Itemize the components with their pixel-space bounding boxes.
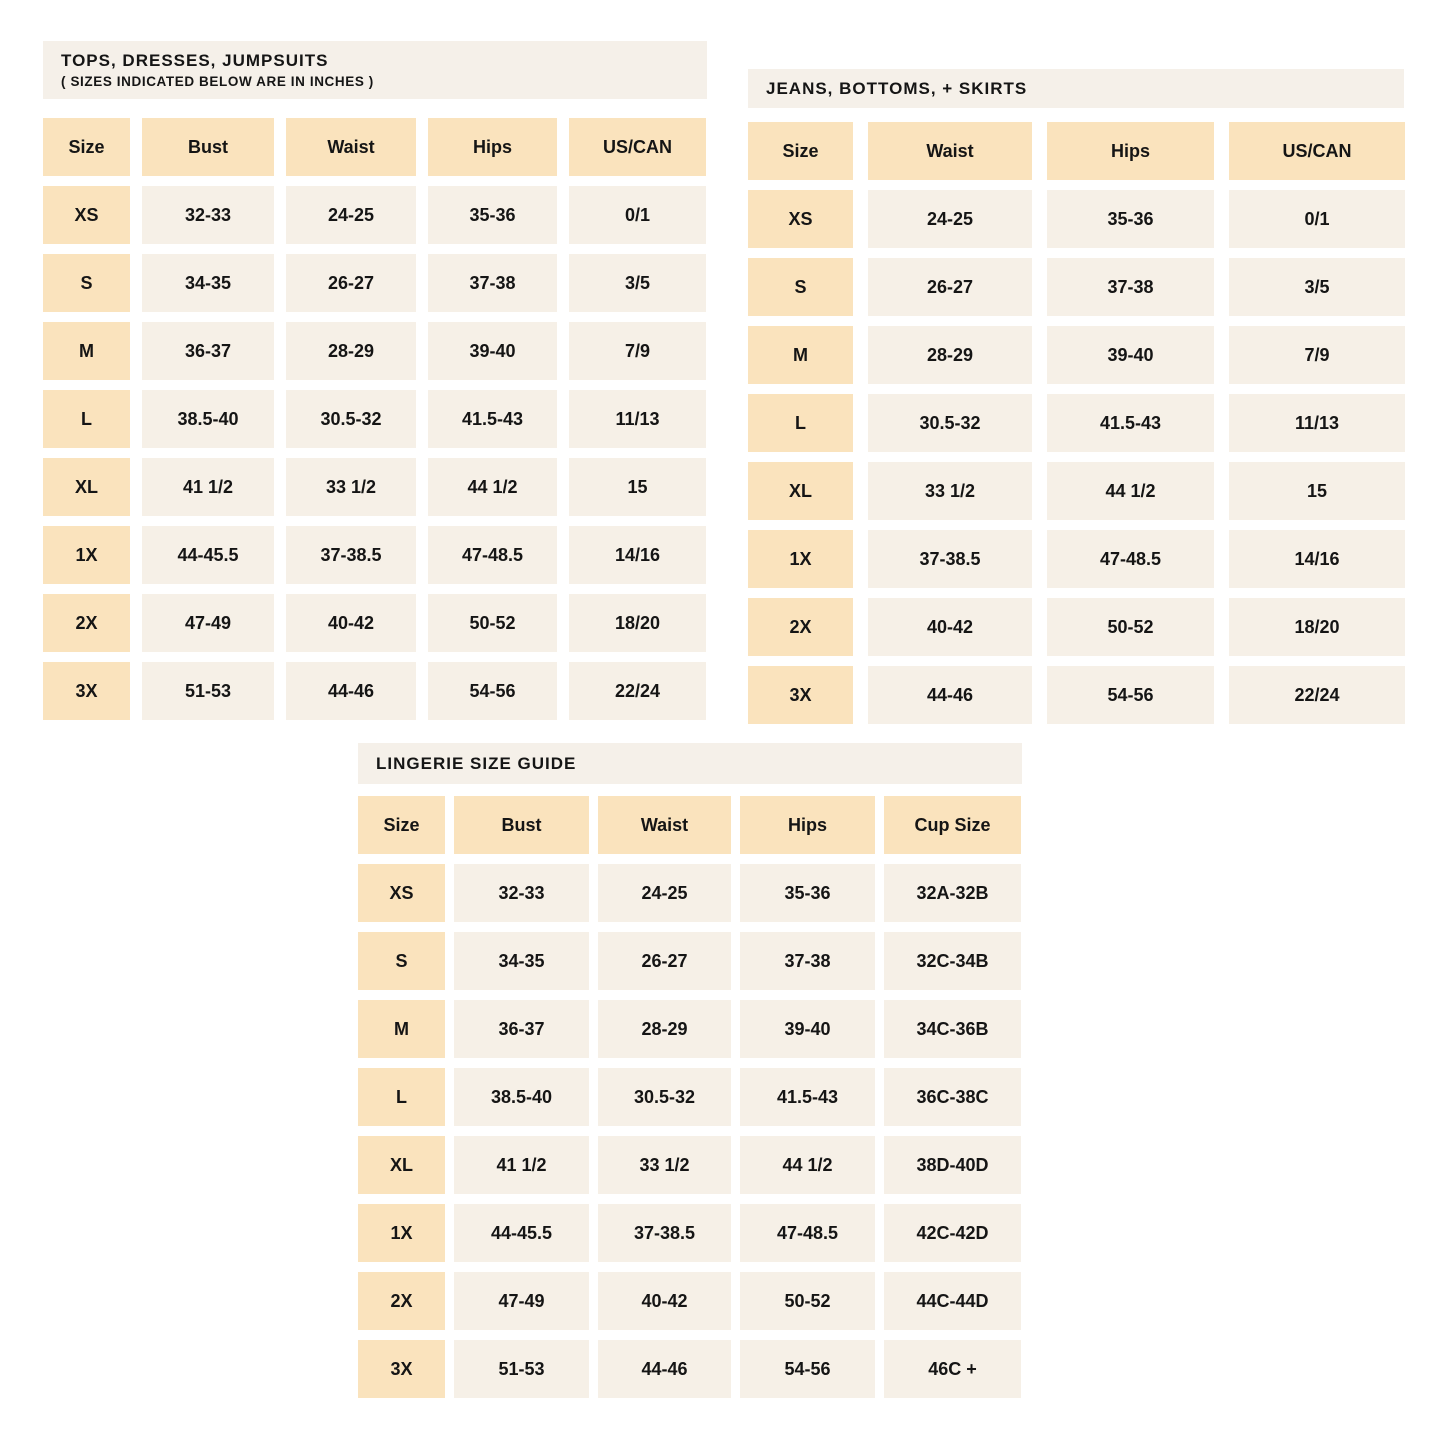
data-cell: 47-48.5 (740, 1204, 875, 1262)
data-cell: 36-37 (142, 322, 274, 380)
data-cell: 44-46 (598, 1340, 731, 1398)
data-cell: 33 1/2 (598, 1136, 731, 1194)
row-size-cell: 2X (358, 1272, 445, 1330)
data-cell: 44C-44D (884, 1272, 1021, 1330)
row-size-cell: 3X (358, 1340, 445, 1398)
data-cell: 40-42 (286, 594, 416, 652)
column-header-cell: Hips (1047, 122, 1214, 180)
data-cell: 30.5-32 (868, 394, 1032, 452)
data-cell: 41.5-43 (1047, 394, 1214, 452)
column-header-cell: Waist (868, 122, 1032, 180)
data-cell: 32-33 (454, 864, 589, 922)
column-header-cell: US/CAN (1229, 122, 1405, 180)
data-cell: 41.5-43 (428, 390, 557, 448)
column-header-cell: Waist (286, 118, 416, 176)
data-cell: 26-27 (598, 932, 731, 990)
column-header-cell: Hips (740, 796, 875, 854)
data-cell: 26-27 (868, 258, 1032, 316)
data-cell: 41 1/2 (142, 458, 274, 516)
data-cell: 28-29 (598, 1000, 731, 1058)
row-size-cell: L (43, 390, 130, 448)
data-cell: 51-53 (142, 662, 274, 720)
row-size-cell: XL (748, 462, 853, 520)
row-size-cell: 2X (748, 598, 853, 656)
data-cell: 51-53 (454, 1340, 589, 1398)
row-size-cell: S (748, 258, 853, 316)
row-size-cell: S (358, 932, 445, 990)
data-cell: 30.5-32 (598, 1068, 731, 1126)
size-table-tops-dresses-jumpsuits (43, 41, 707, 720)
data-cell: 28-29 (868, 326, 1032, 384)
column-header-cell: Size (358, 796, 445, 854)
data-cell: 3/5 (569, 254, 706, 312)
data-cell: 39-40 (428, 322, 557, 380)
data-cell: 47-49 (142, 594, 274, 652)
data-cell: 39-40 (740, 1000, 875, 1058)
data-cell: 32-33 (142, 186, 274, 244)
size-table-jeans-bottoms-skirts (748, 69, 1404, 724)
data-cell: 35-36 (428, 186, 557, 244)
data-cell: 32A-32B (884, 864, 1021, 922)
row-size-cell: M (358, 1000, 445, 1058)
data-cell: 35-36 (740, 864, 875, 922)
data-cell: 15 (1229, 462, 1405, 520)
size-grid (43, 118, 707, 720)
column-header-cell: Hips (428, 118, 557, 176)
table-title: JEANS, BOTTOMS, + SKIRTS (766, 78, 1028, 98)
data-cell: 36C-38C (884, 1068, 1021, 1126)
data-cell: 37-38 (740, 932, 875, 990)
data-cell: 28-29 (286, 322, 416, 380)
row-size-cell: XS (748, 190, 853, 248)
data-cell: 50-52 (428, 594, 557, 652)
data-cell: 11/13 (569, 390, 706, 448)
column-header-cell: Bust (454, 796, 589, 854)
data-cell: 38.5-40 (142, 390, 274, 448)
row-size-cell: XS (358, 864, 445, 922)
data-cell: 34C-36B (884, 1000, 1021, 1058)
size-grid (358, 796, 1022, 1398)
row-size-cell: L (358, 1068, 445, 1126)
row-size-cell: 2X (43, 594, 130, 652)
data-cell: 50-52 (1047, 598, 1214, 656)
row-size-cell: 3X (43, 662, 130, 720)
data-cell: 18/20 (569, 594, 706, 652)
row-size-cell: XS (43, 186, 130, 244)
size-grid (748, 122, 1404, 724)
data-cell: 44-45.5 (142, 526, 274, 584)
data-cell: 47-49 (454, 1272, 589, 1330)
data-cell: 0/1 (569, 186, 706, 244)
data-cell: 42C-42D (884, 1204, 1021, 1262)
row-size-cell: M (43, 322, 130, 380)
data-cell: 44-46 (286, 662, 416, 720)
data-cell: 3/5 (1229, 258, 1405, 316)
data-cell: 35-36 (1047, 190, 1214, 248)
row-size-cell: M (748, 326, 853, 384)
data-cell: 22/24 (1229, 666, 1405, 724)
data-cell: 44-46 (868, 666, 1032, 724)
table-subtitle: ( SIZES INDICATED BELOW ARE IN INCHES ) (61, 74, 374, 89)
data-cell: 41 1/2 (454, 1136, 589, 1194)
row-size-cell: S (43, 254, 130, 312)
data-cell: 50-52 (740, 1272, 875, 1330)
data-cell: 47-48.5 (428, 526, 557, 584)
data-cell: 15 (569, 458, 706, 516)
data-cell: 22/24 (569, 662, 706, 720)
data-cell: 44 1/2 (1047, 462, 1214, 520)
size-table-lingerie (358, 743, 1022, 1398)
data-cell: 24-25 (598, 864, 731, 922)
table-title-banner (358, 743, 1022, 784)
data-cell: 47-48.5 (1047, 530, 1214, 588)
data-cell: 38.5-40 (454, 1068, 589, 1126)
data-cell: 36-37 (454, 1000, 589, 1058)
data-cell: 11/13 (1229, 394, 1405, 452)
data-cell: 54-56 (428, 662, 557, 720)
column-header-cell: Cup Size (884, 796, 1021, 854)
data-cell: 33 1/2 (868, 462, 1032, 520)
column-header-cell: Bust (142, 118, 274, 176)
data-cell: 14/16 (569, 526, 706, 584)
row-size-cell: 1X (748, 530, 853, 588)
data-cell: 37-38.5 (598, 1204, 731, 1262)
column-header-cell: Size (43, 118, 130, 176)
data-cell: 26-27 (286, 254, 416, 312)
row-size-cell: L (748, 394, 853, 452)
data-cell: 46C + (884, 1340, 1021, 1398)
data-cell: 33 1/2 (286, 458, 416, 516)
data-cell: 54-56 (1047, 666, 1214, 724)
data-cell: 34-35 (454, 932, 589, 990)
data-cell: 39-40 (1047, 326, 1214, 384)
data-cell: 38D-40D (884, 1136, 1021, 1194)
data-cell: 54-56 (740, 1340, 875, 1398)
data-cell: 40-42 (598, 1272, 731, 1330)
data-cell: 18/20 (1229, 598, 1405, 656)
data-cell: 34-35 (142, 254, 274, 312)
row-size-cell: 3X (748, 666, 853, 724)
data-cell: 44-45.5 (454, 1204, 589, 1262)
column-header-cell: US/CAN (569, 118, 706, 176)
data-cell: 7/9 (569, 322, 706, 380)
data-cell: 37-38 (1047, 258, 1214, 316)
column-header-cell: Size (748, 122, 853, 180)
table-title-banner (748, 69, 1404, 108)
data-cell: 24-25 (286, 186, 416, 244)
data-cell: 44 1/2 (740, 1136, 875, 1194)
data-cell: 30.5-32 (286, 390, 416, 448)
data-cell: 7/9 (1229, 326, 1405, 384)
data-cell: 14/16 (1229, 530, 1405, 588)
data-cell: 37-38.5 (286, 526, 416, 584)
data-cell: 37-38 (428, 254, 557, 312)
row-size-cell: 1X (43, 526, 130, 584)
table-title: TOPS, DRESSES, JUMPSUITS (61, 51, 329, 70)
data-cell: 37-38.5 (868, 530, 1032, 588)
row-size-cell: XL (43, 458, 130, 516)
table-title: LINGERIE SIZE GUIDE (376, 753, 577, 773)
data-cell: 32C-34B (884, 932, 1021, 990)
data-cell: 40-42 (868, 598, 1032, 656)
data-cell: 0/1 (1229, 190, 1405, 248)
column-header-cell: Waist (598, 796, 731, 854)
data-cell: 44 1/2 (428, 458, 557, 516)
data-cell: 41.5-43 (740, 1068, 875, 1126)
table-title-banner (43, 41, 707, 99)
row-size-cell: XL (358, 1136, 445, 1194)
data-cell: 24-25 (868, 190, 1032, 248)
row-size-cell: 1X (358, 1204, 445, 1262)
